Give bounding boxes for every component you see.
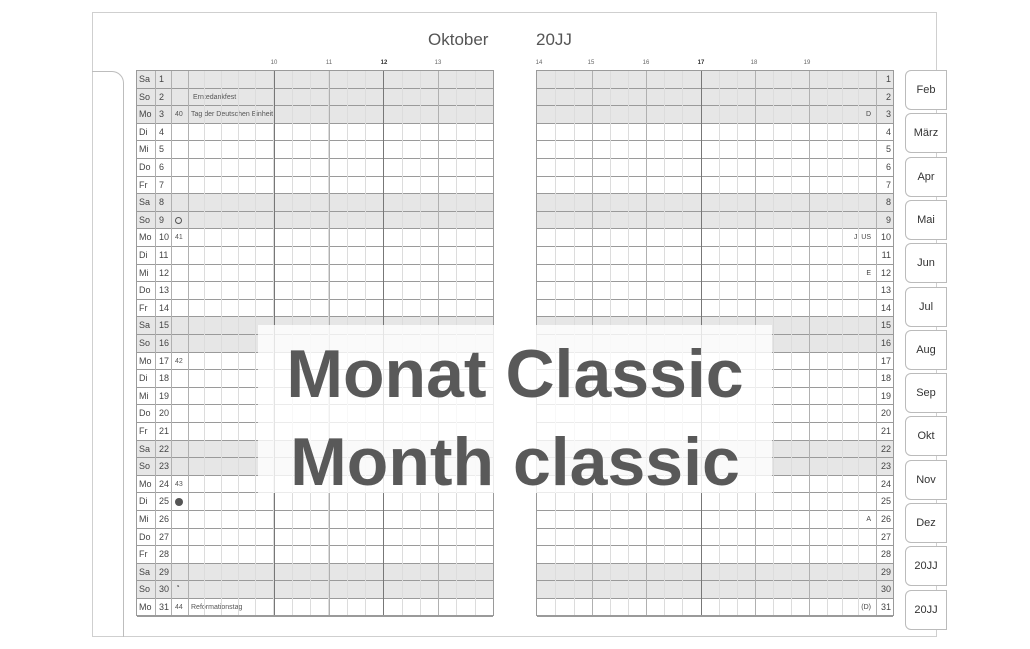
day-number: 9: [159, 214, 165, 225]
day-row[interactable]: [537, 529, 893, 547]
day-row[interactable]: [537, 106, 893, 124]
day-number: 17: [159, 355, 170, 366]
day-number: 30: [880, 584, 891, 595]
day-number: 30: [159, 584, 170, 595]
grid-line: [791, 71, 792, 615]
day-row[interactable]: [137, 581, 493, 599]
day-row[interactable]: [137, 212, 493, 230]
day-number: 24: [880, 478, 891, 489]
grid-line: [858, 71, 859, 615]
weekday-label: Fr: [139, 179, 148, 190]
weekday-label: Di: [139, 126, 148, 137]
day-number: 9: [885, 214, 891, 225]
full-moon-icon: [175, 217, 182, 224]
day-row[interactable]: [537, 599, 893, 617]
weekday-label: Mi: [139, 144, 149, 155]
weekday-label: So: [139, 584, 151, 595]
hour-label: 11: [325, 60, 333, 66]
day-number: 13: [159, 285, 170, 296]
day-row[interactable]: [137, 229, 493, 247]
clock-change-icon: ◔: [175, 582, 180, 592]
day-number: 26: [159, 514, 170, 524]
day-number: 3: [885, 109, 891, 120]
holiday-mark: (D): [861, 604, 871, 611]
day-number: 11: [159, 250, 169, 260]
month-tab[interactable]: Jul: [905, 287, 947, 327]
day-row[interactable]: [537, 141, 893, 159]
day-number: 22: [159, 443, 170, 454]
day-row[interactable]: [137, 89, 493, 107]
day-number: 23: [159, 461, 170, 472]
day-number: 18: [880, 373, 891, 384]
day-number: 8: [159, 197, 165, 208]
holiday-note: Reformationstag: [191, 604, 243, 611]
weekday-label: Do: [139, 531, 151, 542]
holiday-note: Tag der Deutschen Einheit: [191, 111, 274, 119]
grid-line: [188, 71, 189, 615]
day-number: 21: [880, 426, 891, 436]
day-number: 8: [885, 197, 891, 208]
day-row[interactable]: [537, 194, 893, 212]
hour-label: 12: [380, 60, 388, 66]
day-number: 7: [885, 179, 891, 190]
month-tab[interactable]: 20JJ: [905, 590, 947, 630]
day-row[interactable]: [537, 124, 893, 142]
week-number: 42: [175, 357, 183, 365]
grid-line: [842, 71, 843, 615]
day-number: 25: [159, 496, 170, 507]
day-number: 1: [885, 74, 891, 84]
day-number: 15: [159, 320, 170, 331]
weekday-label: Sa: [139, 197, 151, 208]
holiday-mark: D: [865, 111, 871, 119]
weekday-label: Mi: [139, 514, 149, 524]
day-row[interactable]: [137, 106, 493, 124]
weekday-label: Do: [139, 408, 151, 419]
day-number: 23: [880, 461, 891, 472]
month-tab[interactable]: Sep: [905, 373, 947, 413]
weekday-label: Fr: [139, 549, 148, 560]
weekday-label: Mo: [139, 232, 152, 243]
holiday-mark: J; US: [853, 234, 871, 242]
grid-line: [204, 71, 205, 615]
holiday-note: Erntedankfest: [193, 93, 237, 101]
day-row[interactable]: [537, 212, 893, 230]
day-row[interactable]: [137, 599, 493, 617]
month-tab[interactable]: 20JJ: [905, 546, 947, 586]
day-number: 17: [880, 355, 891, 366]
day-number: 10: [880, 232, 891, 243]
day-row[interactable]: [537, 581, 893, 599]
day-number: 14: [880, 302, 891, 313]
day-row[interactable]: [537, 159, 893, 177]
day-number: 1: [159, 74, 165, 84]
day-row[interactable]: [537, 71, 893, 89]
day-row[interactable]: [537, 546, 893, 564]
day-number: 13: [880, 285, 891, 296]
weekday-label: So: [139, 91, 151, 102]
day-number: 7: [159, 179, 165, 190]
overlay-title-en: Month classic: [290, 424, 740, 500]
grid-line: [773, 71, 774, 615]
week-number: 41: [175, 234, 183, 242]
day-row[interactable]: [137, 564, 493, 582]
day-row[interactable]: [137, 511, 493, 529]
month-tab[interactable]: Apr: [905, 157, 947, 197]
weekday-label: Mi: [139, 390, 149, 401]
day-row[interactable]: [537, 265, 893, 283]
weekday-label: Mo: [139, 109, 152, 120]
weekday-label: Mo: [139, 478, 152, 489]
day-row[interactable]: [537, 177, 893, 195]
day-row[interactable]: [537, 89, 893, 107]
hour-label: 15: [587, 60, 595, 66]
grid-line: [827, 71, 828, 615]
day-number: 29: [880, 566, 891, 577]
day-number: 15: [880, 320, 891, 331]
hour-label: 16: [642, 60, 650, 66]
day-row[interactable]: [537, 229, 893, 247]
week-number: 40: [175, 111, 183, 119]
weekday-label: Di: [139, 373, 148, 384]
weekday-label: Mi: [139, 267, 149, 278]
weekday-label: Fr: [139, 426, 148, 436]
day-row[interactable]: [537, 247, 893, 265]
weekday-label: Do: [139, 162, 151, 172]
day-row[interactable]: [137, 529, 493, 547]
month-tab[interactable]: Jun: [905, 243, 947, 283]
day-number: 25: [880, 496, 891, 507]
day-row[interactable]: [137, 71, 493, 89]
month-tab[interactable]: Nov: [905, 460, 947, 500]
grid-line: [171, 71, 172, 615]
day-number: 14: [159, 302, 170, 313]
day-row[interactable]: [137, 194, 493, 212]
month-tab[interactable]: Feb: [905, 70, 947, 110]
month-tab[interactable]: Okt: [905, 416, 947, 456]
holiday-mark: E: [866, 269, 871, 277]
day-number: 20: [159, 408, 170, 419]
day-number: 6: [159, 162, 165, 172]
day-row[interactable]: [537, 282, 893, 300]
day-number: 18: [159, 373, 170, 384]
day-number: 5: [885, 144, 891, 155]
day-row[interactable]: [137, 141, 493, 159]
weekday-label: Di: [139, 250, 148, 260]
day-number: 26: [880, 514, 891, 524]
day-number: 31: [159, 602, 170, 612]
weekday-label: Do: [139, 285, 151, 296]
month-tab[interactable]: März: [905, 113, 947, 153]
weekday-label: Sa: [139, 74, 151, 84]
day-number: 11: [881, 250, 891, 260]
day-number: 28: [880, 549, 891, 560]
day-number: 6: [885, 162, 891, 172]
day-number: 28: [159, 549, 170, 560]
hour-label: 13: [434, 60, 442, 66]
grid-line: [876, 71, 877, 615]
day-number: 16: [159, 338, 170, 348]
day-number: 27: [159, 531, 170, 542]
hour-label: 18: [750, 60, 758, 66]
weekday-label: Mo: [139, 355, 152, 366]
day-number: 22: [880, 443, 891, 454]
day-row[interactable]: [537, 511, 893, 529]
day-row[interactable]: [137, 282, 493, 300]
day-row[interactable]: [137, 265, 493, 283]
hour-label: 17: [697, 60, 705, 66]
day-number: 19: [159, 390, 170, 401]
overlay-title-de: Monat Classic: [286, 336, 744, 412]
weekday-label: Sa: [139, 566, 151, 577]
grid-line: [155, 71, 156, 615]
day-number: 24: [159, 478, 170, 489]
month-tab[interactable]: Mai: [905, 200, 947, 240]
weekday-label: Sa: [139, 443, 151, 454]
day-row[interactable]: [137, 546, 493, 564]
weekday-label: Fr: [139, 302, 148, 313]
binding-spine: [92, 71, 124, 637]
day-number: 4: [885, 126, 891, 137]
day-number: 10: [159, 232, 170, 243]
month-tab[interactable]: Aug: [905, 330, 947, 370]
day-row[interactable]: [137, 247, 493, 265]
grid-line: [255, 71, 256, 615]
day-number: 16: [880, 338, 891, 348]
year-title: 20JJ: [536, 30, 572, 49]
day-row[interactable]: [137, 159, 493, 177]
weekday-label: So: [139, 338, 151, 348]
day-number: 21: [159, 426, 170, 436]
weekday-label: Mo: [139, 602, 152, 612]
holiday-mark: A: [866, 516, 871, 523]
day-row[interactable]: [537, 564, 893, 582]
day-row[interactable]: [137, 300, 493, 318]
day-number: 12: [880, 267, 891, 278]
new-moon-icon: [175, 498, 183, 506]
day-row[interactable]: [137, 177, 493, 195]
week-number: 44: [175, 604, 183, 611]
weekday-label: Di: [139, 496, 148, 507]
day-number: 29: [159, 566, 170, 577]
hour-label: 10: [270, 60, 278, 66]
day-row[interactable]: [537, 300, 893, 318]
day-number: 3: [159, 109, 165, 120]
grid-line: [809, 71, 810, 615]
day-number: 4: [159, 126, 165, 137]
hour-label: 19: [803, 60, 811, 66]
weekday-label: So: [139, 461, 151, 472]
day-number: 20: [880, 408, 891, 419]
day-number: 2: [159, 91, 165, 102]
day-number: 19: [880, 390, 891, 401]
weekday-label: So: [139, 214, 151, 225]
day-number: 12: [159, 267, 170, 278]
day-row[interactable]: [137, 124, 493, 142]
day-number: 27: [880, 531, 891, 542]
hour-label: 14: [535, 60, 543, 66]
day-number: 5: [159, 144, 165, 155]
month-tab[interactable]: Dez: [905, 503, 947, 543]
week-number: 43: [175, 480, 183, 488]
grid-line: [221, 71, 222, 615]
day-number: 2: [885, 91, 891, 102]
weekday-label: Sa: [139, 320, 151, 331]
day-number: 31: [880, 602, 891, 612]
grid-line: [238, 71, 239, 615]
month-title: Oktober: [428, 30, 489, 49]
